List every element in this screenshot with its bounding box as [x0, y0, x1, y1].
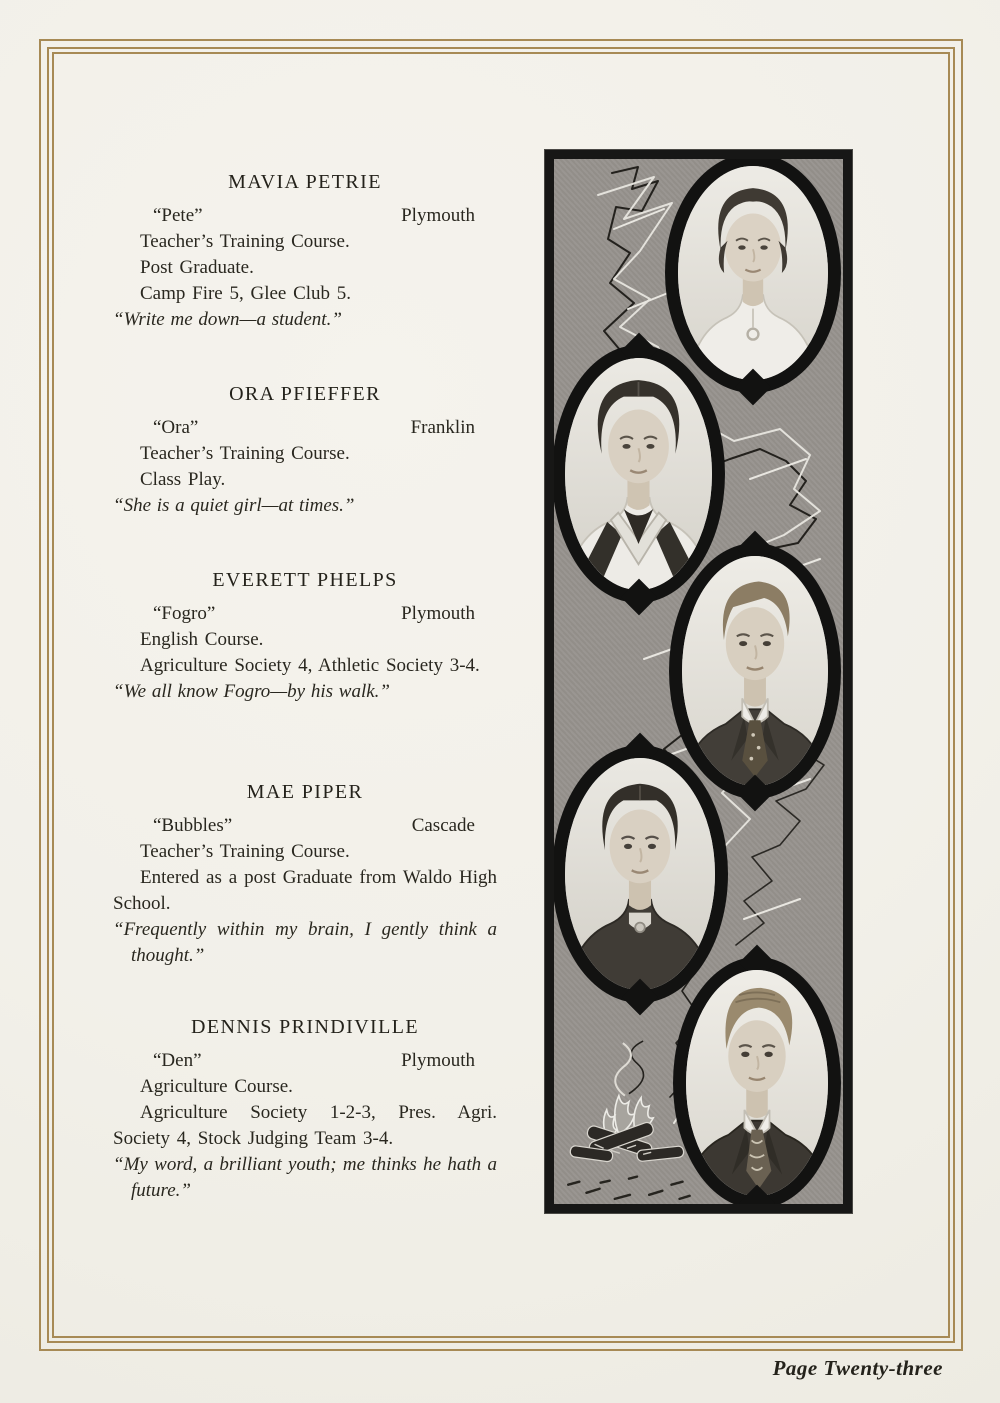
- portrait-photo-dennis-prindiville: [673, 957, 841, 1204]
- portrait-photo-everett-phelps: [669, 543, 841, 799]
- student-entry-mavia-petrie: [113, 170, 497, 333]
- photo-strip: [545, 150, 852, 1213]
- portrait-oval: [565, 758, 715, 990]
- portrait-photo-mae-piper: [554, 745, 728, 1003]
- student-quote: “My word, a brilliant youth; me thinks he hath a future.”: [113, 1154, 497, 1201]
- student-quote: “She is a quiet girl—at times.”: [113, 495, 355, 516]
- student-name: EVERETT PHELPS: [212, 569, 398, 591]
- portrait-oval: [565, 358, 712, 590]
- portrait-oval: [682, 556, 828, 786]
- student-hometown: Plymouth: [401, 205, 475, 226]
- student-nickname: “Bubbles”: [153, 815, 233, 836]
- student-entry-ora-pfieffer: [113, 382, 497, 519]
- student-nickname: “Den”: [153, 1050, 202, 1071]
- portrait-oval: [678, 166, 828, 380]
- detail-line: Post Graduate.: [140, 257, 254, 278]
- student-name: MAVIA PETRIE: [228, 171, 382, 193]
- portrait-oval: [686, 970, 828, 1196]
- detail-line: Agriculture Course.: [140, 1076, 293, 1097]
- student-quote: “Frequently within my brain, I gently think a thought.”: [113, 919, 497, 966]
- student-entry-everett-phelps: [113, 568, 497, 705]
- student-hometown: Cascade: [411, 815, 475, 836]
- portrait-photo-mavia-petrie: [665, 159, 841, 393]
- portrait-photo-ora-pfieffer: [554, 345, 725, 603]
- student-nickname: “Ora”: [153, 417, 199, 438]
- student-name: DENNIS PRINDIVILLE: [191, 1016, 419, 1038]
- detail-line: Agriculture Society 1-2-3, Pres. Agri. Society 4, Stock Judging Team 3-4.: [113, 1102, 497, 1149]
- student-nickname: “Pete”: [153, 205, 203, 226]
- student-hometown: Franklin: [410, 417, 475, 438]
- page-number: Page Twenty-three: [772, 1356, 943, 1380]
- student-hometown: Plymouth: [401, 603, 475, 624]
- student-entry-dennis-prindiville: [113, 1015, 497, 1204]
- detail-line: Teacher’s Training Course.: [140, 231, 350, 252]
- student-quote: “Write me down—a student.”: [113, 309, 342, 330]
- student-nickname: “Fogro”: [153, 603, 216, 624]
- detail-line: Camp Fire 5, Glee Club 5.: [140, 283, 352, 304]
- detail-line: English Course.: [140, 629, 264, 650]
- student-name: MAE PIPER: [246, 781, 364, 803]
- detail-line: Class Play.: [140, 469, 226, 490]
- student-hometown: Plymouth: [401, 1050, 475, 1071]
- detail-line: Teacher’s Training Course.: [140, 841, 350, 862]
- student-quote: “We all know Fogro—by his walk.”: [113, 681, 390, 702]
- student-entry-mae-piper: [113, 780, 497, 969]
- student-name: ORA PFIEFFER: [229, 383, 381, 405]
- detail-line: Teacher’s Training Course.: [140, 443, 350, 464]
- detail-line: Entered as a post Graduate from Waldo High School.: [113, 867, 497, 914]
- detail-line: Agriculture Society 4, Athletic Society 3-4.: [140, 655, 480, 676]
